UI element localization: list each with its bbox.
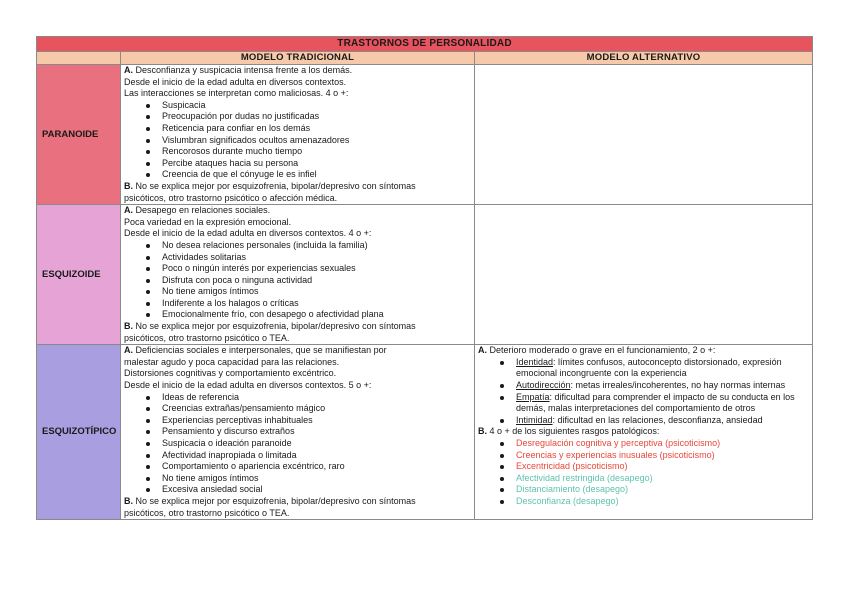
functioning-desc: : límites confusos, autoconcepto distorsionado, expresión emocional incongruente con la experiencia xyxy=(516,356,782,379)
list-item: Comportamiento o apariencia excéntrico, raro xyxy=(124,461,471,473)
criterion-b-text: No se explica mejor por esquizofrenia, bipolar/depresivo con síntomas xyxy=(133,321,416,332)
label-paranoide: PARANOIDE xyxy=(37,65,121,205)
list-item: Afectividad inapropiada o limitada xyxy=(124,450,471,462)
criterion-a-text: Desde el inicio de la edad adulta en diversos contextos. 5 o +: xyxy=(124,380,372,391)
criterion-a-text: Las interacciones se interpretan como maliciosas. 4 o +: xyxy=(124,88,349,99)
list-item: Excesiva ansiedad social xyxy=(124,484,471,496)
functioning-list xyxy=(478,357,809,427)
functioning-desc: : dificultad en las relaciones, desconfianza, ansiedad xyxy=(552,414,763,425)
alt-criterion-a xyxy=(478,345,809,357)
table-title: TRASTORNOS DE PERSONALIDAD xyxy=(37,37,813,52)
list-item: Percibe ataques hacia su persona xyxy=(124,158,471,170)
list-item: No tiene amigos íntimos xyxy=(124,286,471,298)
list-item: Vislumbran significados ocultos amenazadores xyxy=(124,135,471,147)
list-item: Creencias extrañas/pensamiento mágico xyxy=(124,403,471,415)
criterion-b-text: No se explica mejor por esquizofrenia, bipolar/depresivo con síntomas xyxy=(133,180,416,191)
list-item: Disfruta con poca o ninguna actividad xyxy=(124,275,471,287)
alt-criterion-a-prefix: A. xyxy=(478,345,487,356)
label-esquizoide: ESQUIZOIDE xyxy=(37,205,121,345)
criteria-list xyxy=(124,392,471,496)
list-item: Rencorosos durante mucho tiempo xyxy=(124,146,471,158)
criterion-a-prefix: A. xyxy=(124,345,133,356)
trait-psicoticismo: Excentricidad (psicoticismo) xyxy=(478,461,809,473)
criterion-b xyxy=(124,181,471,193)
criterion-b-text: psicóticos, otro trastorno psicótico o afección médica. xyxy=(124,192,338,203)
list-item xyxy=(478,415,809,427)
list-item xyxy=(478,380,809,392)
list-item: Pensamiento y discurso extraños xyxy=(124,426,471,438)
alt-criterion-b xyxy=(478,426,809,438)
criterion-b xyxy=(124,496,471,508)
alt-criterion-a-text: Deterioro moderado o grave en el funcionamiento, 2 o +: xyxy=(487,345,716,356)
trait-desapego: Afectividad restringida (desapego) xyxy=(478,473,809,485)
list-item: No desea relaciones personales (incluida la familia) xyxy=(124,240,471,252)
list-item: Actividades solitarias xyxy=(124,252,471,264)
list-item: Creencia de que el cónyuge le es infiel xyxy=(124,169,471,181)
criterion-a-text: Desde el inicio de la edad adulta en diversos contextos. xyxy=(124,76,347,87)
criterion-b-prefix: B. xyxy=(124,495,133,506)
traditional-paranoide xyxy=(121,65,475,205)
criteria-list xyxy=(124,240,471,321)
traditional-esquizotipico xyxy=(121,345,475,520)
header-empty-cell xyxy=(37,52,121,65)
criterion-b-text: No se explica mejor por esquizofrenia, bipolar/depresivo con síntomas xyxy=(133,495,416,506)
criterion-b-text: psicóticos, otro trastorno psicótico o TEA. xyxy=(124,332,290,343)
criterion-b-prefix: B. xyxy=(124,180,133,191)
criterion-a xyxy=(124,345,471,357)
label-esquizotipico: ESQUIZOTÍPICO xyxy=(37,345,121,520)
criterion-a-text: Desconfianza y suspicacia intensa frente a los demás. xyxy=(133,65,353,75)
list-item: Emocionalmente frío, con desapego o afectividad plana xyxy=(124,309,471,321)
functioning-desc: : dificultad para comprender el impacto de su conducta en los demás, malas interpretaciones del comportamiento de otros xyxy=(516,391,795,414)
criterion-a-text: malestar agudo y poca capacidad para las relaciones. xyxy=(124,356,340,367)
criterion-a-prefix: A. xyxy=(124,65,133,75)
alternative-paranoide xyxy=(475,65,813,205)
criterion-a xyxy=(124,205,471,217)
header-alternative-model: MODELO ALTERNATIVO xyxy=(475,52,813,65)
list-item: Suspicacia xyxy=(124,100,471,112)
header-traditional-model: MODELO TRADICIONAL xyxy=(121,52,475,65)
list-item xyxy=(478,392,809,415)
list-item: Experiencias perceptivas inhabituales xyxy=(124,415,471,427)
criterion-b-text: psicóticos, otro trastorno psicótico o TEA. xyxy=(124,507,290,518)
list-item: Preocupación por dudas no justificadas xyxy=(124,111,471,123)
criterion-b-prefix: B. xyxy=(124,321,133,332)
criterion-a-text: Distorsiones cognitivas y comportamiento excéntrico. xyxy=(124,368,337,379)
trait-desapego: Distanciamiento (desapego) xyxy=(478,484,809,496)
trait-psicoticismo: Desregulación cognitiva y perceptiva (psicoticismo) xyxy=(478,438,809,450)
alternative-esquizotipico xyxy=(475,345,813,520)
functioning-term: Empatía xyxy=(516,391,550,402)
functioning-term: Identidad xyxy=(516,356,554,367)
criteria-list xyxy=(124,100,471,181)
trait-psicoticismo: Creencias y experiencias inusuales (psicoticismo) xyxy=(478,450,809,462)
alt-criterion-b-text: 4 o + de los siguientes rasgos patológicos: xyxy=(487,426,660,437)
traditional-esquizoide xyxy=(121,205,475,345)
criterion-a-prefix: A. xyxy=(124,205,133,216)
functioning-term: Intimidad xyxy=(516,414,553,425)
list-item: Reticencia para confiar en los demás xyxy=(124,123,471,135)
criterion-a-text: Desapego en relaciones sociales. xyxy=(133,205,271,216)
trait-desapego: Desconfianza (desapego) xyxy=(478,496,809,508)
alt-criterion-b-prefix: B. xyxy=(478,426,487,437)
list-item xyxy=(478,357,809,380)
list-item: Ideas de referencia xyxy=(124,392,471,404)
list-item: No tiene amigos íntimos xyxy=(124,473,471,485)
list-item: Poco o ningún interés por experiencias sexuales xyxy=(124,263,471,275)
row-esquizotipico xyxy=(37,345,813,520)
row-paranoide xyxy=(37,65,813,205)
criterion-a-text: Desde el inicio de la edad adulta en diversos contextos. 4 o +: xyxy=(124,228,372,239)
list-item: Suspicacia o ideación paranoide xyxy=(124,438,471,450)
criterion-a-text: Deficiencias sociales e interpersonales, que se manifiestan por xyxy=(133,345,387,356)
traits-list xyxy=(478,438,809,508)
personality-disorders-table xyxy=(36,36,813,520)
functioning-term: Autodirección xyxy=(516,380,571,391)
criterion-a xyxy=(124,65,471,77)
row-esquizoide xyxy=(37,205,813,345)
list-item: Indiferente a los halagos o críticas xyxy=(124,298,471,310)
criterion-a-text: Poca variedad en la expresión emocional. xyxy=(124,216,292,227)
functioning-desc: : metas irreales/incoherentes, no hay normas internas xyxy=(570,380,786,391)
criterion-b xyxy=(124,321,471,333)
alternative-esquizoide xyxy=(475,205,813,345)
